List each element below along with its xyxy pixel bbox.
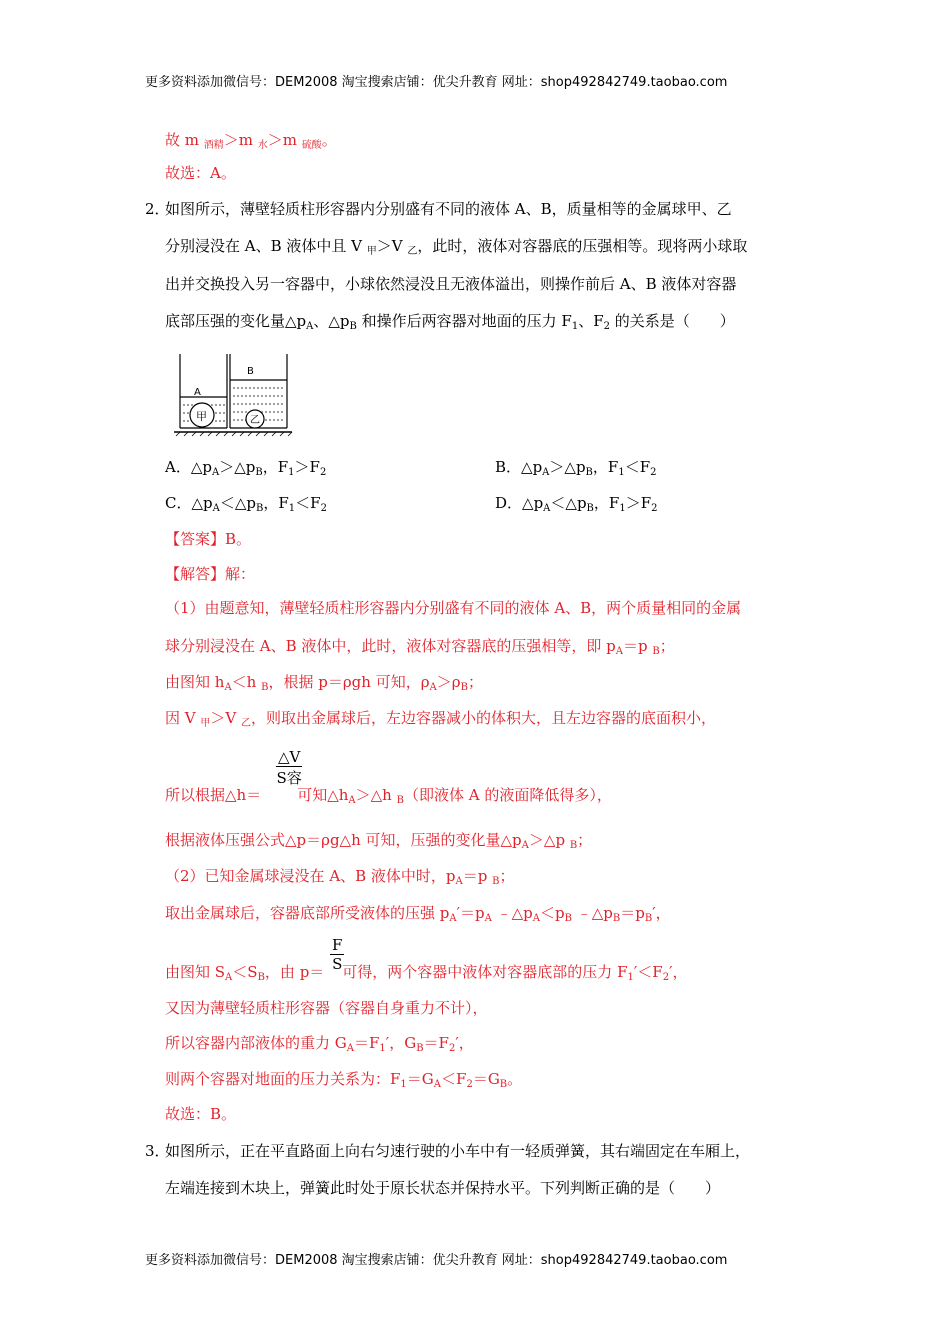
q2-number: 2． bbox=[145, 200, 170, 218]
q2-option-a[interactable]: A．$\triangle p_A>\triangle p_B$，$F_1>F_2$ bbox=[165, 458, 327, 478]
prev-conclusion: 故 m $_{酒精}$＞m $_水$＞m $_{硫酸}$。 bbox=[165, 131, 337, 151]
q2-sol-line3: 由图知 $h_A<h$ $_B$，根据 p＝ρgh 可知，$\rho_A>\rho_B$； bbox=[165, 673, 483, 693]
q2-option-b[interactable]: B．$\triangle p_A>\triangle p_B$，$F_1<F_2$ bbox=[495, 458, 657, 478]
ball-jia: 甲 bbox=[196, 410, 207, 423]
prev-choice: 故选：A。 bbox=[165, 164, 236, 182]
q2-stem-line4: 底部压强的变化量$\triangle p_A$、$\triangle p_B$ 和操作后两容器对地面的压力 $F_1$、$F_2$ 的关系是（ ） bbox=[165, 312, 735, 332]
label-a: A bbox=[194, 387, 201, 398]
q2-figure bbox=[170, 350, 295, 438]
q2-sol-line7: （2）已知金属球浸没在 A、B 液体中时，$p_A=p$ $_B$； bbox=[165, 867, 515, 887]
q3-number: 3． bbox=[145, 1142, 170, 1160]
label-b: B bbox=[247, 366, 254, 377]
q2-option-c[interactable]: C．$\triangle p_A<\triangle p_B$，$F_1<F_2$ bbox=[165, 494, 327, 514]
q2-frac-f-s: $\frac{F}{S}$ bbox=[332, 936, 343, 973]
q2-sol-line12: 则两个容器对地面的压力关系为：$F_1=G_A<F_2=G_B$。 bbox=[165, 1070, 523, 1090]
q2-sol-line1: （1）由题意知，薄壁轻质柱形容器内分别盛有不同的液体 A、B，两个质量相同的金属 bbox=[165, 599, 742, 617]
q2-sol-line10: 又因为薄壁轻质柱形容器（容器自身重力不计）， bbox=[165, 999, 488, 1017]
q2-final-choice: 故选：B。 bbox=[165, 1105, 237, 1123]
q2-stem-line2: 分别浸没在 A、B 液体中且 V $_甲$＞V $_乙$，此时，液体对容器底的压强相等。现将两小球取 bbox=[165, 237, 748, 257]
q3-stem-line1: 如图所示，正在平直路面上向右匀速行驶的小车中有一轻质弹簧，其右端固定在车厢上， bbox=[165, 1142, 751, 1160]
page-footer: 更多资料添加微信号：DEM2008 淘宝搜索店铺：优尖升教育 网址：shop492842749.taobao.com bbox=[145, 1253, 728, 1268]
q2-sol-line5: 所以根据△h＝ 可知$\triangle h_A>\triangle h$ $_B$（即液体 A 的液面降低得多）， bbox=[165, 786, 612, 806]
ball-yi: 乙 bbox=[250, 415, 260, 426]
q2-answer: 【答案】B。 bbox=[165, 530, 252, 548]
q2-frac-dv-s: △V S容 bbox=[276, 748, 302, 787]
q2-sol-line9: 由图知 $S_A<S_B$，由 p＝ 可得，两个容器中液体对容器底部的压力 $F_1'<F_2'$， bbox=[165, 963, 688, 983]
q3-stem-line2: 左端连接到木块上，弹簧此时处于原长状态并保持水平。下列判断正确的是（ ） bbox=[165, 1179, 721, 1197]
q2-sol-line11: 所以容器内部液体的重力 $G_A=F_1'$，$G_B=F_2'$， bbox=[165, 1034, 474, 1054]
page-header: 更多资料添加微信号：DEM2008 淘宝搜索店铺：优尖升教育 网址：shop492842749.taobao.com bbox=[145, 75, 728, 90]
q2-option-d[interactable]: D．$\triangle p_A<\triangle p_B$，$F_1>F_2$ bbox=[495, 494, 658, 514]
q2-sol-line6: 根据液体压强公式△p＝ρg△h 可知，压强的变化量$\triangle p_A>\triangle p$ $_B$； bbox=[165, 831, 593, 851]
q2-analysis-title: 【解答】解： bbox=[165, 565, 256, 583]
q2-stem-line1: 如图所示，薄壁轻质柱形容器内分别盛有不同的液体 A、B，质量相等的金属球甲、乙 bbox=[165, 200, 732, 218]
q2-sol-line4: 因 V $_甲$＞V $_乙$，则取出金属球后，左边容器减小的体积大，且左边容器的底面积小， bbox=[165, 709, 716, 729]
q2-sol-line8: 取出金属球后，容器底部所受液体的压强 $p_A'=p_A$ $﹣\triangle p_A<p_B$ $﹣\triangle p_B=p_B'$， bbox=[165, 904, 671, 924]
q2-stem-line3: 出并交换投入另一容器中，小球依然浸没且无液体溢出，则操作前后 A、B 液体对容器 bbox=[165, 275, 737, 293]
q2-sol-line2: 球分别浸没在 A、B 液体中，此时，液体对容器底的压强相等，即 $p_A=p$ $_B$； bbox=[165, 637, 675, 657]
